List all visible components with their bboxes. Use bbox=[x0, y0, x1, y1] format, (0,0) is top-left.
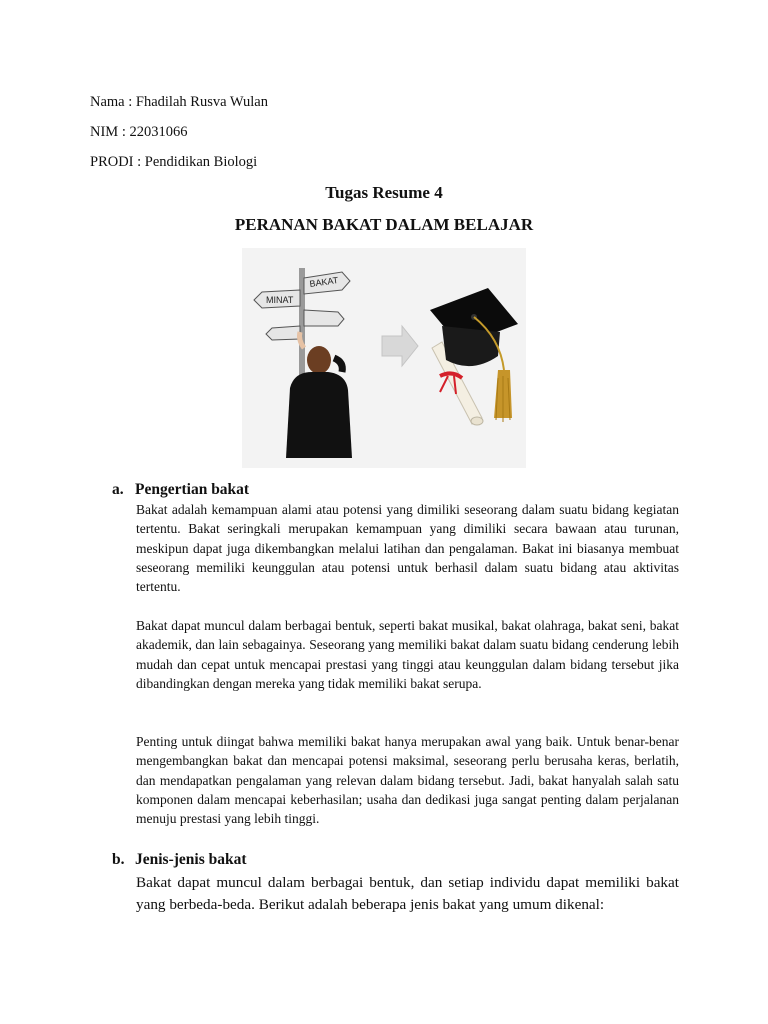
sign-minat-label: MINAT bbox=[266, 295, 294, 305]
section-a-title: Pengertian bakat bbox=[135, 481, 250, 498]
section-a-marker: a. bbox=[112, 481, 124, 498]
student-nim: NIM : 22031066 bbox=[90, 124, 188, 140]
section-a-paragraph-1: Bakat adalah kemampuan alami atau potensi yang dimiliki seseorang dalam suatu bidang kegiatan tertentu. Bakat seringkali merupakan kemampuan yang dimiliki secara bawaan atau turunan, meskipun dapat juga dikembangkan melalui latihan dan pengalaman. Bakat ini biasanya membuat seseorang memiliki keunggulan atau potensi untuk berhasil dalam suatu bidang atau aktivitas tertentu. bbox=[136, 502, 679, 595]
illustration-talent-to-graduation bbox=[242, 248, 526, 468]
section-b-heading bbox=[112, 850, 247, 870]
sign-bakat-label: BAKAT bbox=[308, 275, 339, 289]
section-a-paragraph-3: Penting untuk diingat bahwa memiliki bakat hanya merupakan awal yang baik. Untuk benar-benar mengembangkan bakat dan mencapai potensi maksimal, seseorang perlu berusaha keras, berlatih, dan mendapatkan pengalaman yang relevan dalam bidang tersebut. Jadi, bakat hanyalah salah satu komponen dalam mencapai keberhasilan; usaha dan dedikasi juga sangat penting dalam perjalanan menuju prestasi yang lebih tinggi. bbox=[136, 734, 679, 827]
student-prodi: PRODI : Pendidikan Biologi bbox=[90, 154, 258, 170]
sign-minat-icon bbox=[254, 290, 300, 308]
section-b-paragraph-1: Bakat dapat muncul dalam berbagai bentuk, dan setiap individu dapat memiliki bakat yang berbeda-beda. Berikut adalah beberapa jenis bakat yang umum dikenal: bbox=[136, 874, 679, 913]
section-b-title: Jenis-jenis bakat bbox=[135, 851, 247, 868]
section-a-heading bbox=[112, 480, 249, 500]
document-subtitle: PERANAN BAKAT DALAM BELAJAR bbox=[234, 215, 534, 234]
document-title: Tugas Resume 4 bbox=[325, 183, 443, 202]
section-b-marker: b. bbox=[112, 851, 125, 868]
student-name: Nama : Fhadilah Rusva Wulan bbox=[90, 94, 268, 110]
section-a-paragraph-2: Bakat dapat muncul dalam berbagai bentuk, seperti bakat musikal, bakat olahraga, bakat seni, bakat akademik, dan lain sebagainya. Seseorang yang memiliki bakat dalam suatu bidang cenderung lebih mudah dan cepat untuk mencapai prestasi yang tinggi atau keunggulan dalam bidang tersebut jika dibandingkan dengan mereka yang tidak memiliki bakat serupa. bbox=[136, 618, 679, 691]
